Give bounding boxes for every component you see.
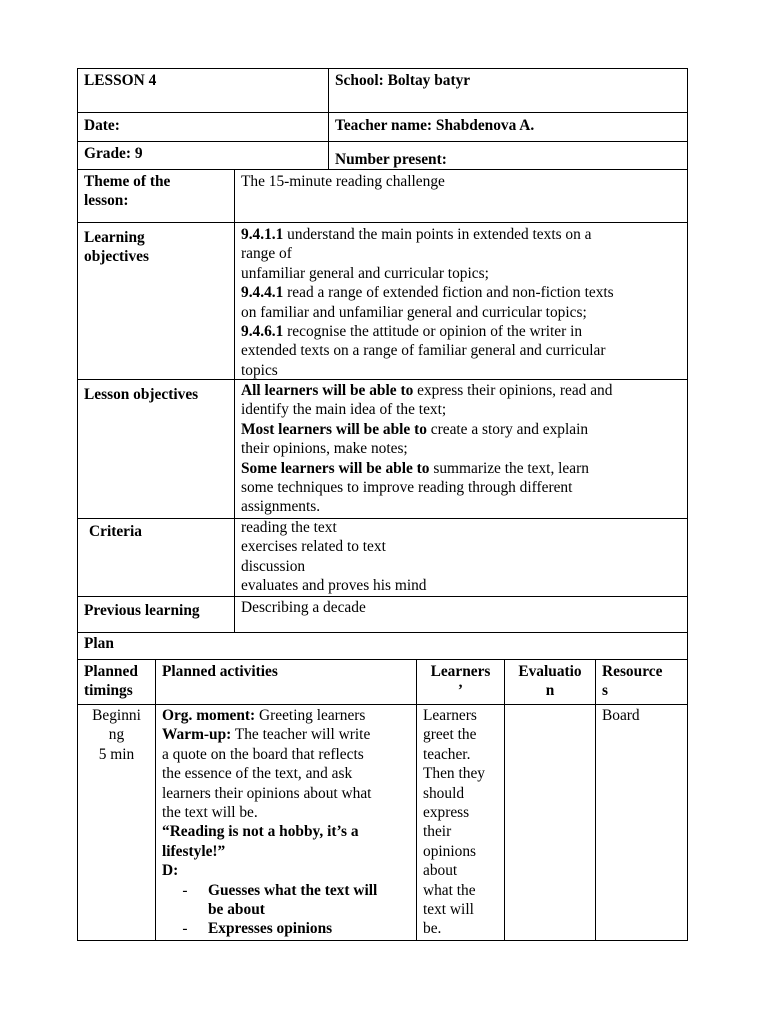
grid-line xyxy=(77,704,688,705)
learning-objective-line: 9.4.4.1 read a range of extended fiction and non-fiction texts xyxy=(241,284,614,302)
criteria-label: Criteria xyxy=(89,523,142,540)
learners-beginning: Learners greet the teacher. Then they should express their opinions about what the text will be. xyxy=(423,707,485,938)
grid-line xyxy=(77,222,688,223)
learning-objective-line: unfamiliar general and curricular topics; xyxy=(241,264,489,282)
criteria-item: reading the text xyxy=(241,519,337,536)
grid-line xyxy=(234,169,235,632)
grid-line xyxy=(77,68,688,69)
descriptor-label: D: xyxy=(162,862,179,880)
header-learners: Learners ’ xyxy=(430,663,491,700)
criteria-item: evaluates and proves his mind xyxy=(241,577,427,595)
timing-beginning: Beginni ng 5 min xyxy=(92,707,141,763)
plan-heading: Plan xyxy=(84,635,114,652)
lesson-objective-line: All learners will be able to express their opinions, read and xyxy=(241,382,613,399)
grid-line xyxy=(77,141,688,142)
learning-objective-line: on familiar and unfamiliar general and curricular topics; xyxy=(241,303,587,321)
lesson-objective-line: Most learners will be able to create a story and explain xyxy=(241,420,589,438)
grid-line xyxy=(504,659,505,941)
header-planned-activities: Planned activities xyxy=(162,663,278,680)
grade-label: Grade: 9 xyxy=(84,145,143,162)
lesson-objective-line: identify the main idea of the text; xyxy=(241,401,447,419)
grid-line xyxy=(77,68,78,941)
lesson-objectives-list xyxy=(241,381,687,517)
learning-objective-line: 9.4.6.1 recognise the attitude or opinion of the writer in xyxy=(241,323,583,341)
grid-line xyxy=(416,659,417,941)
quote: “Reading is not a hobby, it’s a xyxy=(162,823,359,841)
grid-line xyxy=(77,940,688,941)
theme-label: Theme of the lesson: xyxy=(84,173,171,210)
grid-line xyxy=(595,659,596,941)
grid-line xyxy=(77,659,688,660)
date-label: Date: xyxy=(84,117,120,134)
learning-objectives-list xyxy=(241,225,687,380)
activity-beginning: Org. moment: Greeting learners Warm-up: The teacher will write a quote on the board that reflects the essence of the text, and ask learners their opinions about what the text will be. “Reading is not a hobby, it’s a lifestyle!” D: - Guesses what the text will be about - Expresses opinions xyxy=(162,706,415,939)
header-evaluation: Evaluatio n xyxy=(518,663,582,700)
grid-line xyxy=(155,659,156,941)
lesson-objective-line: some techniques to improve reading through different xyxy=(241,479,573,497)
descriptor-item: - Expresses opinions xyxy=(182,920,333,938)
learning-objective-line: topics xyxy=(241,361,278,379)
lesson-number: LESSON 4 xyxy=(84,72,157,89)
grid-line xyxy=(687,68,688,941)
learning-objective-line: 9.4.1.1 understand the main points in extended texts on a xyxy=(241,226,592,243)
resources-beginning: Board xyxy=(602,707,640,724)
previous-learning-label: Previous learning xyxy=(84,602,200,619)
school-name: School: Boltay batyr xyxy=(335,72,471,89)
grid-line xyxy=(77,596,688,597)
learning-objective-line: range of xyxy=(241,245,292,263)
header-resources: Resource s xyxy=(602,663,663,700)
lesson-objective-line: assignments. xyxy=(241,498,321,516)
criteria-list xyxy=(241,518,687,596)
descriptor-item: - Guesses what the text will be about xyxy=(182,881,378,919)
criteria-item: exercises related to text xyxy=(241,538,386,556)
theme-value: The 15-minute reading challenge xyxy=(241,173,445,190)
learning-objectives-label: Learning objectives xyxy=(84,229,149,266)
criteria-item: discussion xyxy=(241,557,306,575)
grid-line xyxy=(77,632,688,633)
number-present-label: Number present: xyxy=(335,151,447,168)
grid-line xyxy=(328,68,329,169)
header-planned-timings: Planned timings xyxy=(84,663,138,700)
lesson-objective-line: their opinions, make notes; xyxy=(241,440,408,458)
quote: lifestyle!” xyxy=(162,842,226,860)
learning-objective-line: extended texts on a range of familiar general and curricular xyxy=(241,342,606,360)
previous-learning-value: Describing a decade xyxy=(241,599,366,616)
lesson-objective-line: Some learners will be able to summarize the text, learn xyxy=(241,459,589,477)
teacher-name: Teacher name: Shabdenova A. xyxy=(335,117,535,134)
lesson-objectives-label: Lesson objectives xyxy=(84,386,199,403)
grid-line xyxy=(77,112,688,113)
